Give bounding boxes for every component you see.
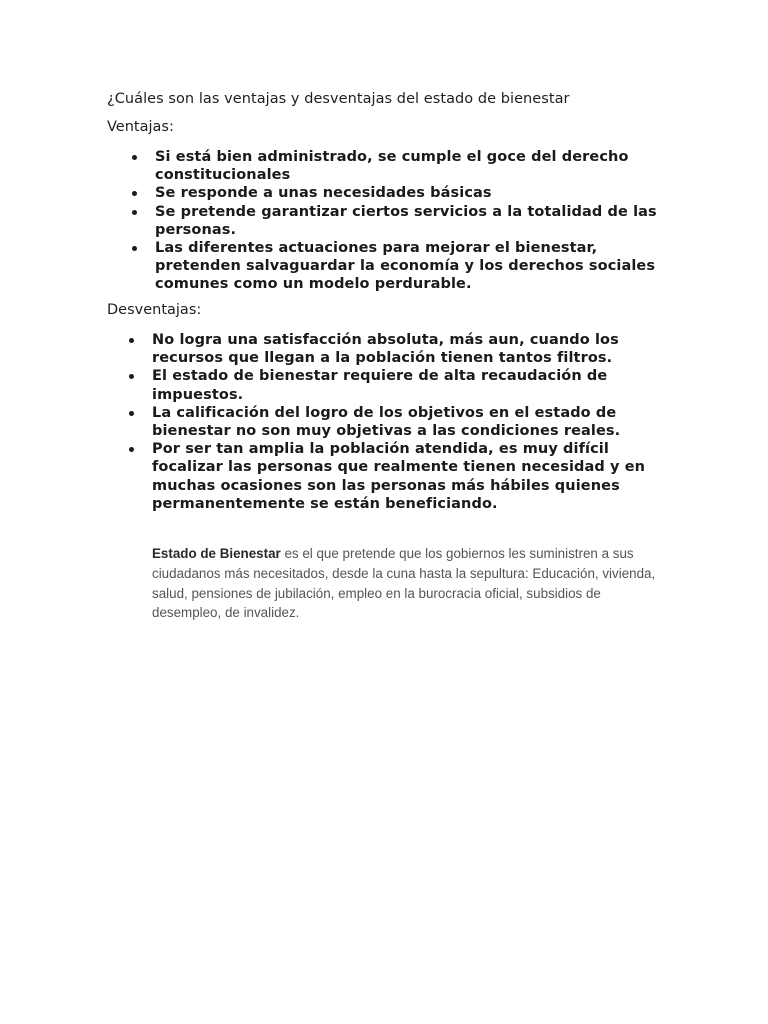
desventajas-list xyxy=(127,331,667,513)
list-item xyxy=(130,239,670,294)
definition-note xyxy=(152,544,657,623)
list-item-text: El estado de bienestar requiere de alta recaudación de impuestos. xyxy=(152,368,608,403)
bullet-icon xyxy=(129,374,134,379)
list-item-text: Se pretende garantizar ciertos servicios a la totalidad de las personas. xyxy=(155,203,657,238)
bullet-icon xyxy=(129,338,134,343)
ventajas-list xyxy=(130,148,670,294)
ventajas-heading: Ventajas: xyxy=(107,119,174,135)
bullet-icon xyxy=(132,191,137,196)
document-title: ¿Cuáles son las ventajas y desventajas del estado de bienestar xyxy=(107,91,570,107)
list-item xyxy=(130,184,670,202)
bullet-icon xyxy=(132,155,137,160)
list-item-text: Se responde a unas necesidades básicas xyxy=(155,185,492,202)
list-item-text: Si está bien administrado, se cumple el goce del derecho constitucionales xyxy=(155,149,629,184)
list-item xyxy=(130,148,670,184)
desventajas-heading: Desventajas: xyxy=(107,302,202,318)
bullet-icon xyxy=(132,210,137,215)
bullet-icon xyxy=(132,246,137,251)
list-item xyxy=(127,404,667,440)
bullet-icon xyxy=(129,447,134,452)
list-item-text: No logra una satisfacción absoluta, más aun, cuando los recursos que llegan a la población tienen tantos filtros. xyxy=(152,332,619,367)
list-item-text: Por ser tan amplia la población atendida, es muy difícil focalizar las personas que realmente tienen necesidad y en muchas ocasiones son las personas más hábiles quienes permanentemente se están beneficiando. xyxy=(152,441,646,512)
list-item-text: La calificación del logro de los objetivos en el estado de bienestar no son muy objetivas a las condiciones reales. xyxy=(152,404,621,440)
list-item xyxy=(127,367,667,403)
list-item xyxy=(130,203,670,239)
definition-text: es el que pretende que los gobiernos les suministren a sus ciudadanos más necesitados, desde la cuna hasta la sepultura: Educación, vivienda, salud, pensiones de jubilación, empleo en la burocracia oficial, subsidios de desempleo, de invalidez. xyxy=(152,546,656,621)
list-item xyxy=(127,440,667,513)
bullet-icon xyxy=(129,411,134,416)
definition-term: Estado de Bienestar xyxy=(152,546,281,561)
list-item xyxy=(127,331,667,367)
list-item-text: Las diferentes actuaciones para mejorar el bienestar, pretenden salvaguardar la economía y los derechos sociales comunes como un modelo perdurable. xyxy=(155,240,656,293)
